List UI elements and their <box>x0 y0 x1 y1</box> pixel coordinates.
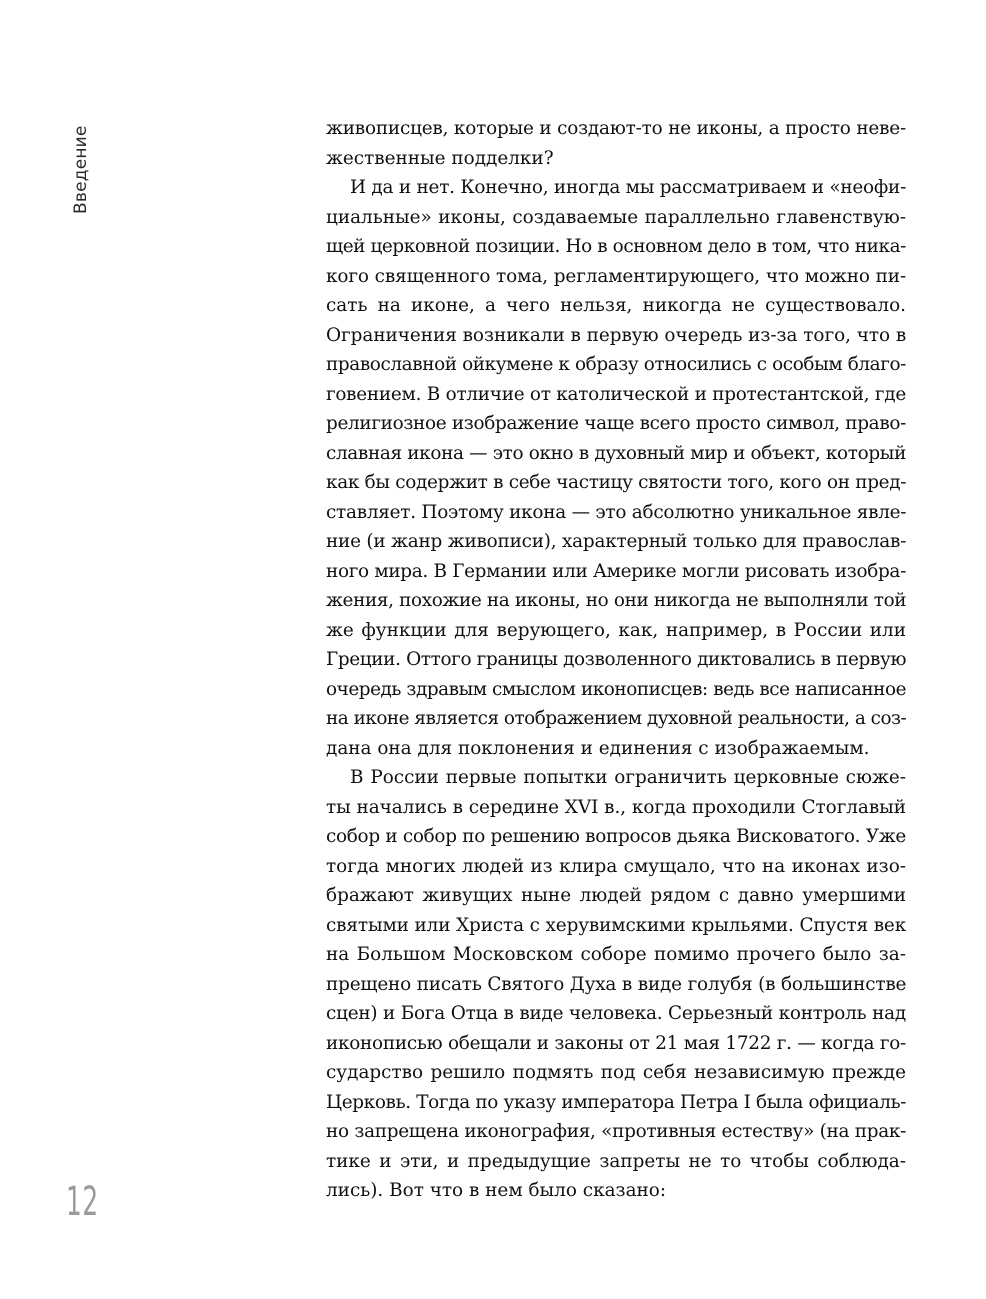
text-line: иконописью обещали и законы от 21 мая 1722 г. — когда го- <box>326 1032 906 1054</box>
text-line: собор и собор по решению вопросов дьяка Висковатого. Уже <box>326 826 906 847</box>
text-line: В России первые попытки ограничить церковные сюже- <box>350 767 906 788</box>
text-line: живописцев, которые и создают-то не иконы, а просто неве- <box>326 118 906 139</box>
paragraph-3 <box>326 763 906 1206</box>
text-line: дана она для поклонения и единения с изображаемым. <box>326 737 870 759</box>
text-line: славная икона — это окно в духовный мир и объект, который <box>326 442 906 464</box>
paragraph-2 <box>326 173 906 763</box>
text-line: сцен) и Бога Отца в виде человека. Серьезный контроль над <box>326 1003 906 1024</box>
text-line: жения, похожие на иконы, но они никогда не выполняли той <box>326 590 907 611</box>
text-line: тике и эти, и предыдущие запреты не то чтобы соблюда- <box>326 1150 906 1172</box>
text-line: лись). Вот что в нем было сказано: <box>326 1180 667 1201</box>
text-line: ты начались в середине XVI в., когда проходили Стоглавый <box>326 796 906 818</box>
text-line: ние (и жанр живописи), характерный только для православ- <box>326 531 907 552</box>
text-line: И да и нет. Конечно, иногда мы рассматриваем и «неофи- <box>350 177 907 198</box>
text-line: на иконе является отображением духовной реальности, а соз- <box>326 708 907 729</box>
text-line: же функции для верующего, как, например, в России или <box>326 619 906 641</box>
text-line: как бы содержит в себе частицу святости того, кого он пред- <box>326 472 907 493</box>
text-line: жественные подделки? <box>326 147 554 169</box>
text-line: сударство решило подмять под себя независимую прежде <box>326 1062 906 1083</box>
text-line: Ограничения возникали в первую очередь из-за того, что в <box>326 324 907 346</box>
text-line: прещено писать Святого Духа в виде голубя (в большинстве <box>326 973 907 995</box>
text-line: но запрещена иконография, «противныя естеству» (на прак- <box>326 1121 906 1142</box>
page-number: 12 <box>66 1179 99 1225</box>
running-head-text: Введение <box>71 125 91 214</box>
text-line: на Большом Московском соборе помимо прочего было за- <box>326 944 906 965</box>
text-line: щей церковной позиции. Но в основном дело в том, что ника- <box>326 236 906 257</box>
text-line: очередь здравым смыслом иконописцев: ведь все написанное <box>326 678 906 700</box>
paragraph-1 <box>326 114 906 173</box>
text-line: говением. В отличие от католической и протестантской, где <box>326 383 906 405</box>
text-line: циальные» иконы, создаваемые параллельно главенствую- <box>326 206 906 228</box>
text-line: святыми или Христа с херувимскими крыльями. Спустя век <box>326 914 907 936</box>
text-line: ставляет. Поэтому икона — это абсолютно уникальное явле- <box>326 501 907 523</box>
text-line: ного мира. В Германии или Америке могли рисовать изобра- <box>326 560 906 582</box>
text-line: сать на иконе, а чего нельзя, никогда не существовало. <box>326 295 906 316</box>
text-line: бражают живущих ныне людей рядом с давно умершими <box>326 885 906 906</box>
text-line: религиозное изображение чаще всего просто символ, право- <box>326 413 906 434</box>
body-text <box>326 114 906 1206</box>
text-line: православной ойкумене к образу относились с особым благо- <box>326 354 906 375</box>
running-head <box>71 120 95 214</box>
text-line: Церковь. Тогда по указу императора Петра I была официаль- <box>326 1091 907 1113</box>
text-line: Греции. Оттого границы дозволенного диктовались в первую <box>326 649 907 670</box>
text-line: кого священного тома, регламентирующего, что можно пи- <box>326 265 907 287</box>
text-line: тогда многих людей из клира смущало, что на иконах изо- <box>326 855 906 877</box>
